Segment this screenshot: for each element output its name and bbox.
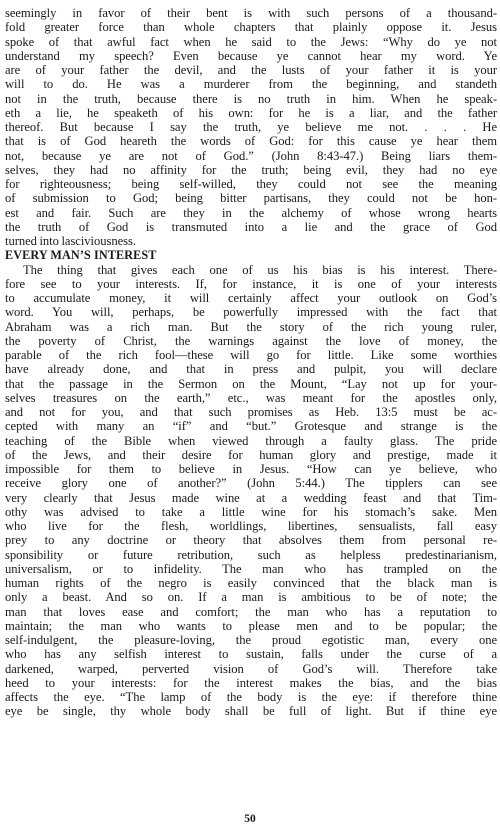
page-number: 50 [244,813,256,825]
text-line: darkened, warped, perverted vision of God’s will. Therefore take [5,661,497,676]
section-heading: EVERY MAN’S INTEREST [5,248,157,263]
text-line: seemingly in favor of their bent is with such persons of a thousand- [5,6,497,20]
text-line: the truth of God is transmuted into a lie and the grace of God [5,219,497,234]
text-line: fold greater force than whole chapters that plainly oppose it. Jesus [5,20,497,35]
text-line: that the passage in the Sermon on the Mount, “Lay not up for your- [5,376,497,391]
text-line: will to do. He was a murderer from the beginning, and standeth [5,77,497,92]
text-line: heed to your interests: for the interest makes the bias, and the bias [5,675,497,690]
text-line: man that loves ease and comfort; the man who has a reputation to [5,604,497,619]
text-line: selves treasures on the earth,” etc., was meant for the apostles only, [5,390,497,405]
text-line: who has any selfish interest to sustain, falls under the curse of a [5,647,497,662]
text-line: for righteousness; being self-willed, they could not see the meaning [5,177,497,191]
text-line: turned into lasciviousness. [5,234,136,248]
text-line: human rights of the negro is easily convinced that the black man is [5,576,497,590]
text-line: eth a lie, he speaketh of his own: for he is a liar, and the father [5,105,497,120]
text-line: only a beast. And so on. If a man is ambitious to be of note; the [5,590,497,605]
text-line: to accumulate money, it will certainly affect your outlook on God’s [5,291,497,305]
text-line: othy was advised to take a little wine for his stomach’s sake. Men [5,504,497,519]
text-line: word. You will, perhaps, be powerfully impressed with the fact that [5,305,497,320]
text-line: est and fair. Such are they in the alchemy of whose wrong hearts [5,205,497,220]
text-line: eye be single, thy whole body shall be full of light. But if thine eye [5,704,497,719]
text-line: not in the truth, because there is no truth in him. When he speak- [5,91,497,106]
text-line: universalism, or to infidelity. The man who has trampled on the [5,561,497,576]
text-line: not, because ye are not of God.” (John 8:43-47.) Being liars them- [5,148,497,163]
text-line: of the Jews, and their desire for human glory and prestige, made it [5,447,497,462]
text-line: thereof. But because I say the truth, ye believe me not. . . . He [5,120,497,134]
text-line: fore see to your interests. If, for instance, it is one of your interests [5,276,497,291]
text-line: very clearly that Jesus made wine at a wedding feast and that Tim- [5,490,497,505]
text-line: sponsibility or future retribution, such as helpless predestinarianism, [5,547,497,562]
paragraph-2 [5,263,497,719]
text-line: Abraham was a rich man. But the story of the rich young ruler, [5,319,497,334]
document-page [5,6,497,826]
text-line: cepted with many an “if” and “but.” Grotesque and strange is the [5,419,497,434]
text-line: self-indulgent, the pleasure-loving, the proud egotistic man, every one [5,633,497,647]
text-line: and not for you, and that such promises as Heb. 13:5 must be ac- [5,405,497,419]
text-line: are of your father the devil, and the lusts of your father it is your [5,63,497,77]
paragraph-1 [5,6,497,248]
text-line: selves, they had no affinity for the truth; being evil, they had no eye [5,162,497,177]
text-line: affects the eye. “The lamp of the body is the eye: if therefore thine [5,690,497,704]
text-line: impossible for them to believe in Jesus. “How can ye believe, who [5,462,497,476]
text-line: have already done, and that in press and pulpit, you will declare [5,362,497,377]
text-line: spoke of that awful fact when he said to the Jews: “Why do ye not [5,34,497,49]
text-line: The thing that gives each one of us his bias is his interest. There- [23,262,497,277]
text-line: receive glory one of another?” (John 5:44.) The tipplers can see [5,476,497,491]
text-line: parable of the rich fool—these will go for little. Like some worthies [5,348,497,362]
text-line: understand my speech? Even because ye cannot hear my word. Ye [5,48,497,63]
text-line: the poverty of Christ, the warnings against the love of money, the [5,333,497,348]
text-line: who live for the flesh, worldlings, libertines, sensualists, fall easy [5,519,497,533]
text-line: maintain; the man who wants to please men and to be popular; the [5,618,497,633]
text-line: of submission to God; being bitter partisans, they could not be hon- [5,191,497,206]
text-line: prey to any doctrine or theory that absolves them from personal re- [5,533,497,548]
text-line: teaching of the Bible when viewed through a faulty glass. The pride [5,433,497,448]
text-line: that is of God heareth the words of God: for this cause ye hear them [5,134,497,149]
